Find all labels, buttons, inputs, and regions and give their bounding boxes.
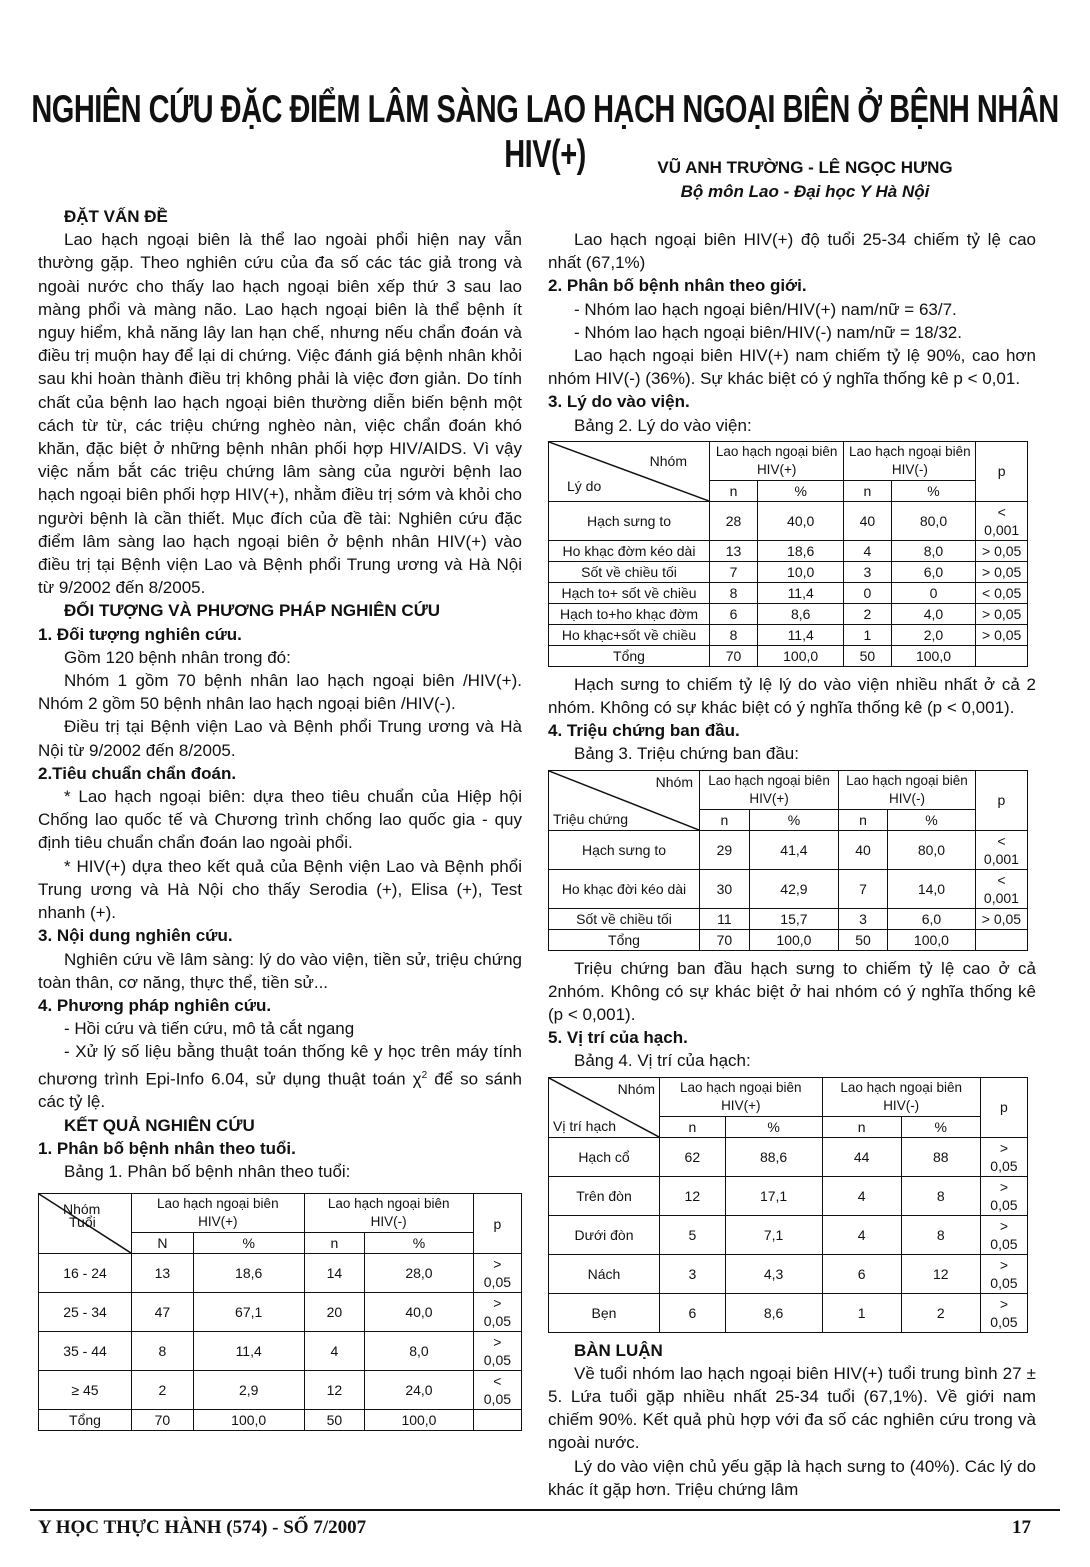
paragraph-content: Nghiên cứu về lâm sàng: lý do vào viện, tiền sử, triệu chứng toàn thân, cơ năng, thực thể, tiền sử... xyxy=(38,949,522,992)
table-row xyxy=(549,582,1028,603)
table-cell: Hạch cổ xyxy=(549,1137,660,1176)
table-row xyxy=(549,908,1028,929)
table-cell: 12 xyxy=(660,1176,726,1215)
table2-diag-header: Nhóm Lý do xyxy=(549,441,710,501)
table-cell: 100,0 xyxy=(365,1410,474,1431)
paragraph-method-a: - Hồi cứu và tiến cứu, mô tả cắt ngang xyxy=(64,1019,355,1039)
table1-diag-header: Nhóm Tuổi xyxy=(39,1194,132,1254)
journal-name: Y HỌC THỰC HÀNH (574) - SỐ 7/2007 xyxy=(38,1517,367,1538)
table-row xyxy=(39,1332,522,1371)
subheading-content: 3. Nội dung nghiên cứu. xyxy=(38,926,233,946)
section-heading-methods: ĐỐI TƯỢNG VÀ PHƯƠNG PHÁP NGHIÊN CỨU xyxy=(64,601,441,621)
table-cell xyxy=(975,929,1027,950)
table-cell: 100,0 xyxy=(749,929,838,950)
table-cell: < 0,05 xyxy=(473,1371,521,1410)
table4-group2-header: Lao hạch ngoại biên HIV(-) xyxy=(822,1077,980,1116)
table1-pct2-header: % xyxy=(365,1233,474,1254)
table-cell xyxy=(976,645,1028,666)
table-cell: Hạch to+ sốt về chiều xyxy=(549,582,710,603)
table-row xyxy=(39,1293,522,1332)
table-cell: 4 xyxy=(822,1176,901,1215)
table-cell: 1 xyxy=(844,624,891,645)
table-row xyxy=(549,540,1028,561)
table-cell: 62 xyxy=(660,1137,726,1176)
table-cell: 6 xyxy=(660,1293,726,1332)
table-cell: 70 xyxy=(700,929,750,950)
table-cell: 11,4 xyxy=(758,582,844,603)
table-row xyxy=(549,1215,1028,1254)
table-cell: 41,4 xyxy=(749,830,838,869)
table-cell: 11,4 xyxy=(193,1332,304,1371)
table-cell: > 0,05 xyxy=(473,1254,521,1293)
table2-group2-header: Lao hạch ngoại biên HIV(-) xyxy=(844,441,976,480)
table-cell: 7,1 xyxy=(725,1215,822,1254)
table-cell: 8 xyxy=(132,1332,194,1371)
table2-p-header: p xyxy=(976,441,1028,501)
table-row xyxy=(549,1254,1028,1293)
table-cell: 70 xyxy=(132,1410,194,1431)
table-cell: 12 xyxy=(901,1254,980,1293)
table1-pct1-header: % xyxy=(193,1233,304,1254)
table-cell: 18,6 xyxy=(193,1254,304,1293)
table-cell: 100,0 xyxy=(891,645,976,666)
author-block xyxy=(640,156,970,204)
table-cell: 28,0 xyxy=(365,1254,474,1293)
paragraph-table2-result: Hạch sưng to chiếm tỷ lệ lý do vào viện nhiều nhất ở cả 2 nhóm. Không có sự khác biệt có ý nghĩa thống kê (p < 0,001). xyxy=(548,674,1036,718)
subheading-location: 5. Vị trí của hạch. xyxy=(548,1028,688,1048)
table-cell: 30 xyxy=(700,869,750,908)
table-row xyxy=(549,1137,1028,1176)
table-cell: 20 xyxy=(304,1293,365,1332)
table-cell: Ho khạc+sốt về chiều xyxy=(549,624,710,645)
table-cell: 40 xyxy=(844,501,891,540)
table-4-location: Nhóm Vị trí hạch Lao hạch ngoại biên HIV(+) Lao hạch ngoại biên HIV(-) p n % n % Hạch cổ 62 88,6 44 88 > 0,05 Trên đòn 12 17,1 4 8 > 0,05 Dưới đòn 5 7,1 4 8 > 0,05 Nách 3 4,3 6 12 > 0,05 Bẹn 6 8,6 1 2 > 0,05 xyxy=(548,1077,1028,1333)
table-cell: < 0,001 xyxy=(975,869,1027,908)
table-cell: > 0,05 xyxy=(980,1254,1027,1293)
table-cell: 13 xyxy=(132,1254,194,1293)
table-row xyxy=(549,645,1028,666)
author-names: VŨ ANH TRƯỜNG - LÊ NGỌC HƯNG xyxy=(657,158,953,177)
table-cell: 14,0 xyxy=(888,869,976,908)
article-title: NGHIÊN CỨU ĐẶC ĐIỂM LÂM SÀNG LAO HẠCH NGOẠI BIÊN Ở BỆNH NHÂN HIV(+) xyxy=(31,88,1059,177)
table-cell: 50 xyxy=(304,1410,365,1431)
table4-caption: Bảng 4. Vị trí của hạch: xyxy=(574,1051,751,1071)
table-cell: 28 xyxy=(710,501,758,540)
table-cell: Hạch sưng to xyxy=(549,501,710,540)
subheading-subjects: 1. Đối tượng nghiên cứu. xyxy=(38,624,242,644)
table1-n2-header: n xyxy=(304,1233,365,1254)
table-cell: 50 xyxy=(839,929,888,950)
page-number: 17 xyxy=(1012,1517,1031,1538)
table-cell: > 0,05 xyxy=(975,908,1027,929)
table3-diag-header: Nhóm Triệu chứng xyxy=(549,770,700,830)
table-cell: > 0,05 xyxy=(980,1215,1027,1254)
table1-p-header: p xyxy=(473,1194,521,1254)
table-cell: 35 - 44 xyxy=(39,1332,132,1371)
table-cell: Ho khạc đờm kéo dài xyxy=(549,540,710,561)
table-row xyxy=(549,929,1028,950)
table-cell: 15,7 xyxy=(749,908,838,929)
table-cell xyxy=(473,1410,521,1431)
subheading-gender: 2. Phân bố bệnh nhân theo giới. xyxy=(548,276,807,296)
table3-group2-header: Lao hạch ngoại biên HIV(-) xyxy=(839,770,976,809)
table-cell: Sốt về chiều tối xyxy=(549,908,700,929)
table-1-age xyxy=(38,1193,522,1431)
table-cell: 88,6 xyxy=(725,1137,822,1176)
table2-caption: Bảng 2. Lý do vào viện: xyxy=(574,415,752,435)
table-row xyxy=(549,561,1028,582)
table-cell: Dưới đòn xyxy=(549,1215,660,1254)
table-cell: 8 xyxy=(710,582,758,603)
paragraph-gender-result: Lao hạch ngoại biên HIV(+) nam chiếm tỷ lệ 90%, cao hơn nhóm HIV(-) (36%). Sự khác biệt có ý nghĩa thống kê p < 0,01. xyxy=(548,346,1036,389)
table-row xyxy=(39,1410,522,1431)
table-row xyxy=(549,869,1028,908)
table-cell: 13 xyxy=(710,540,758,561)
table-cell: 8 xyxy=(901,1215,980,1254)
table-cell: Hạch sưng to xyxy=(549,830,700,869)
subheading-age: 1. Phân bố bệnh nhân theo tuổi. xyxy=(38,1138,296,1158)
table-cell: Trên đòn xyxy=(549,1176,660,1215)
table-cell: 100,0 xyxy=(758,645,844,666)
subheading-reason: 3. Lý do vào viện. xyxy=(548,392,690,412)
table-cell: > 0,05 xyxy=(976,540,1028,561)
paragraph-discussion-1: Về tuổi nhóm lao hạch ngoại biên HIV(+) tuổi trung bình 27 ± 5. Lứa tuổi gặp nhiều nhất 25-34 tuổi (67,1%). Về giới nam chiếm 90%. Kết quả phù hợp với đa số các nghiên cứu trong và ngoài nước. xyxy=(548,1363,1036,1453)
table-cell: 100,0 xyxy=(193,1410,304,1431)
table-cell: Sốt về chiều tối xyxy=(549,561,710,582)
table-cell: Ho khạc đời kéo dài xyxy=(549,869,700,908)
table-row xyxy=(39,1371,522,1410)
table-cell: 25 - 34 xyxy=(39,1293,132,1332)
table-row xyxy=(549,1293,1028,1332)
section-heading-discussion: BÀN LUẬN xyxy=(574,1340,663,1360)
table-cell: 24,0 xyxy=(365,1371,474,1410)
table-row xyxy=(549,624,1028,645)
table-cell: Tổng xyxy=(39,1410,132,1431)
paragraph-method-b: - Xử lý số liệu bằng thuật toán thống kê y học trên máy tính chương trình Epi-Info 6.04, sử dụng thuật toán $\chi^2$ để so sánh các tỷ lệ. xyxy=(38,1042,522,1112)
table-cell: 8 xyxy=(710,624,758,645)
table-cell: 5 xyxy=(660,1215,726,1254)
table-cell: 3 xyxy=(660,1254,726,1293)
table-cell: > 0,05 xyxy=(980,1293,1027,1332)
table-cell: ≥ 45 xyxy=(39,1371,132,1410)
table-cell: 29 xyxy=(700,830,750,869)
table-cell: 4 xyxy=(844,540,891,561)
paragraph-table3-result: Triệu chứng ban đầu hạch sưng to chiếm tỷ lệ cao ở cả 2nhóm. Không có sự khác biệt ở hai nhóm có ý nghĩa thống kê (p < 0,001). xyxy=(548,958,1036,1025)
table-cell: > 0,05 xyxy=(473,1293,521,1332)
table-cell: 2 xyxy=(844,603,891,624)
table-cell: 2,0 xyxy=(891,624,976,645)
paragraph-subjects-a: Gồm 120 bệnh nhân trong đó: xyxy=(64,647,291,667)
table-cell: 100,0 xyxy=(888,929,976,950)
table-row xyxy=(549,501,1028,540)
table-cell: 70 xyxy=(710,645,758,666)
table3-p-header: p xyxy=(975,770,1027,830)
table-cell: 12 xyxy=(304,1371,365,1410)
paragraph-subjects-b: Nhóm 1 gồm 70 bệnh nhân lao hạch ngoại biên /HIV(+). Nhóm 2 gồm 50 bệnh nhân lao hạch ngoại biên /HIV(-). xyxy=(38,671,522,714)
table-cell: 80,0 xyxy=(888,830,976,869)
table-cell: > 0,05 xyxy=(976,624,1028,645)
paragraph-intro: Lao hạch ngoại biên là thể lao ngoài phổi hiện nay vẫn thường gặp. Theo nghiên cứu của đa số các tác giả trong và ngoài nước cho thấy lao hạch ngoại biên xếp thứ 3 sau lao màng phổi và màng não. Lao hạch ngoại biên là thể bệnh ít nguy hiểm, khả năng lây lan hạn chế, nhưng nếu chẩn đoán và điều trị muộn hay để lại di chứng. Việc đánh giá bệnh nhân khỏi sau khi hoàn thành điều trị không phải là việc đơn giản. Do tính chất của bệnh lao hạch ngoại biên thường diễn biến bệnh một cách từ từ, các triệu chứng nghèo nàn, việc chẩn đoán khó khăn, đặc biệt ở những bệnh nhân phối hợp HIV/AIDS. Vì vậy việc nắm bắt các triệu chứng lâm sàng của người bệnh lao hạch ngoại biên phối hợp HIV(+), nhằm điều trị sớm và khỏi cho người bệnh là cần thiết. Mục đích của đề tài: Nghiên cứu đặc điểm lâm sàng lao hạch ngoại biên ở bệnh nhân HIV(+) vào điều trị tại Bệnh viện Lao và Bệnh phổi Trung ương và Hà Nội từ 9/2002 đến 8/2005. xyxy=(38,230,522,598)
table-2-reason: Nhóm Lý do Lao hạch ngoại biên HIV(+) Lao hạch ngoại biên HIV(-) p n % n % Hạch sưng to 28 40,0 40 80,0 < 0,001 Ho khạc đờm kéo dài 13 18,6 4 8,0 > 0,05 Sốt về chiều tối 7 10,0 3 6,0 > 0,05 Hạch to+ sốt về chiều 8 11,4 0 0 < 0,05 Hạch to+ho khạc đờm 6 8,6 2 4,0 > 0,05 Ho khạc+sốt về chiều 8 11,4 1 2,0 > 0,05 Tổng 70 100,0 50 100,0 xyxy=(548,441,1028,667)
table-cell: 2 xyxy=(132,1371,194,1410)
table-cell: 6 xyxy=(822,1254,901,1293)
paragraph-criteria-b: * HIV(+) dựa theo kết quả của Bệnh viện Lao và Bệnh phổi Trung ương và Hà Nội cho thấy Serodia (+), Elisa (+), Test nhanh (+). xyxy=(38,856,522,923)
table-cell: 8,0 xyxy=(365,1332,474,1371)
table-cell: Bẹn xyxy=(549,1293,660,1332)
table-cell: 0 xyxy=(891,582,976,603)
table-cell: 17,1 xyxy=(725,1176,822,1215)
table-cell: 7 xyxy=(839,869,888,908)
table-cell: 2 xyxy=(901,1293,980,1332)
table-cell: 67,1 xyxy=(193,1293,304,1332)
table-cell: 7 xyxy=(710,561,758,582)
table-cell: Tổng xyxy=(549,645,710,666)
table-cell: 40,0 xyxy=(758,501,844,540)
table-cell: > 0,05 xyxy=(980,1176,1027,1215)
table4-group1-header: Lao hạch ngoại biên HIV(+) xyxy=(660,1077,823,1116)
table-cell: 42,9 xyxy=(749,869,838,908)
table-cell: 40 xyxy=(839,830,888,869)
paragraph-criteria-a: * Lao hạch ngoại biên: dựa theo tiêu chuẩn của Hiệp hội Chống lao quốc tế và Chương trình chống lao quốc gia - quy định tiêu chuẩn chẩn đoán lao ngoài phổi. xyxy=(38,787,522,853)
table4-diag-header: Nhóm Vị trí hạch xyxy=(549,1077,660,1137)
table-cell: < 0,05 xyxy=(976,582,1028,603)
table-cell: 2,9 xyxy=(193,1371,304,1410)
gender-line-b: - Nhóm lao hạch ngoại biên/HIV(-) nam/nữ = 18/32. xyxy=(574,322,962,342)
footer-rule xyxy=(30,1509,1060,1511)
table1-caption: Bảng 1. Phân bố bệnh nhân theo tuổi: xyxy=(64,1161,351,1181)
table-cell: 88 xyxy=(901,1137,980,1176)
table-cell: 3 xyxy=(844,561,891,582)
table-cell: Tổng xyxy=(549,929,700,950)
table-cell: 8,0 xyxy=(891,540,976,561)
table-cell: 47 xyxy=(132,1293,194,1332)
table-cell: 16 - 24 xyxy=(39,1254,132,1293)
table-cell: > 0,05 xyxy=(473,1332,521,1371)
table4-p-header: p xyxy=(980,1077,1027,1137)
table-cell: Hạch to+ho khạc đờm xyxy=(549,603,710,624)
table-cell: < 0,001 xyxy=(975,830,1027,869)
gender-line-a: - Nhóm lao hạch ngoại biên/HIV(+) nam/nữ = 63/7. xyxy=(574,299,957,319)
table-cell: > 0,05 xyxy=(976,603,1028,624)
table-cell: Nách xyxy=(549,1254,660,1293)
table1-group1-header: Lao hạch ngoại biên HIV(+) xyxy=(132,1194,305,1233)
table-cell: 3 xyxy=(839,908,888,929)
section-heading-results: KẾT QUẢ NGHIÊN CỨU xyxy=(64,1115,255,1135)
table-cell: 0 xyxy=(844,582,891,603)
right-column xyxy=(548,228,1036,1501)
paragraph-age-result: Lao hạch ngoại biên HIV(+) độ tuổi 25-34 chiếm tỷ lệ cao nhất (67,1%) xyxy=(548,230,1036,273)
subheading-criteria: 2.Tiêu chuẩn chẩn đoán. xyxy=(38,763,237,783)
table-cell: 4,3 xyxy=(725,1254,822,1293)
paragraph-subjects-c: Điều trị tại Bệnh viện Lao và Bệnh phổi Trung ương và Hà Nội từ 9/2002 đến 8/2005. xyxy=(38,717,522,760)
subheading-method: 4. Phương pháp nghiên cứu. xyxy=(38,995,272,1015)
table3-group1-header: Lao hạch ngoại biên HIV(+) xyxy=(700,770,839,809)
table-cell: 6 xyxy=(710,603,758,624)
table-cell: 80,0 xyxy=(891,501,976,540)
author-affiliation: Bộ môn Lao - Đại học Y Hà Nội xyxy=(680,182,930,201)
table1-group2-header: Lao hạch ngoại biên HIV(-) xyxy=(304,1194,473,1233)
table1-n1-header: N xyxy=(132,1233,194,1254)
table-row xyxy=(549,830,1028,869)
table-cell: 6,0 xyxy=(888,908,976,929)
table-cell: 8 xyxy=(901,1176,980,1215)
table-cell: 1 xyxy=(822,1293,901,1332)
table-cell: 8,6 xyxy=(758,603,844,624)
table-cell: > 0,05 xyxy=(980,1137,1027,1176)
table-cell: 14 xyxy=(304,1254,365,1293)
table-cell: 4,0 xyxy=(891,603,976,624)
table-cell: < 0,001 xyxy=(976,501,1028,540)
table-cell: 18,6 xyxy=(758,540,844,561)
table-cell: 10,0 xyxy=(758,561,844,582)
table-cell: 4 xyxy=(822,1215,901,1254)
table-cell: 50 xyxy=(844,645,891,666)
table-cell: 8,6 xyxy=(725,1293,822,1332)
table-row xyxy=(549,603,1028,624)
table-cell: 11 xyxy=(700,908,750,929)
table3-caption: Bảng 3. Triệu chứng ban đầu: xyxy=(574,744,799,764)
table-cell: > 0,05 xyxy=(976,561,1028,582)
table-cell: 44 xyxy=(822,1137,901,1176)
section-heading-intro: ĐẶT VẤN ĐỀ xyxy=(64,207,168,226)
left-column xyxy=(38,205,522,1437)
table-cell: 4 xyxy=(304,1332,365,1371)
table-cell: 11,4 xyxy=(758,624,844,645)
paragraph-discussion-2: Lý do vào viện chủ yếu gặp là hạch sưng to (40%). Các lý do khác ít gặp hơn. Triệu chứng lâm xyxy=(548,1456,1036,1499)
table-row xyxy=(39,1254,522,1293)
table2-group1-header: Lao hạch ngoại biên HIV(+) xyxy=(710,441,844,480)
table-row xyxy=(549,1176,1028,1215)
table-3-symptom: Nhóm Triệu chứng Lao hạch ngoại biên HIV(+) Lao hạch ngoại biên HIV(-) p n % n % Hạch sưng to 29 41,4 40 80,0 < 0,001 Ho khạc đời kéo dài 30 42,9 7 14,0 < 0,001 Sốt về chiều tối 11 15,7 3 6,0 > 0,05 Tổng 70 100,0 50 100,0 xyxy=(548,770,1028,951)
table-cell: 40,0 xyxy=(365,1293,474,1332)
subheading-symptom: 4. Triệu chứng ban đầu. xyxy=(548,721,740,741)
table-cell: 6,0 xyxy=(891,561,976,582)
